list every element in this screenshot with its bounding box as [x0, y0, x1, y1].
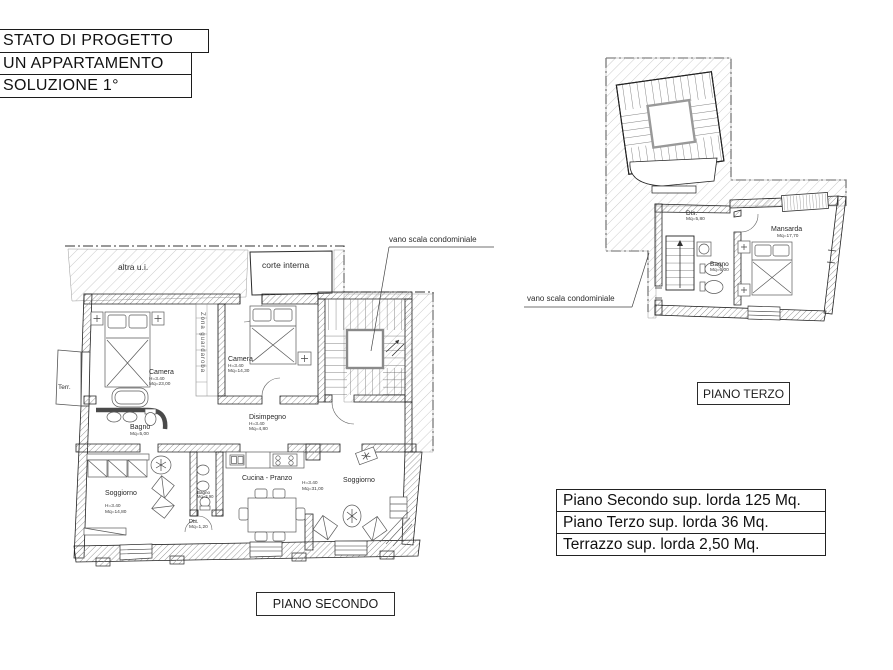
- title-line-1: STATO DI PROGETTO: [0, 29, 209, 53]
- caption-piano-terzo: PIANO TERZO: [697, 382, 790, 405]
- summary-row-terrazzo: Terrazzo sup. lorda 2,50 Mq.: [557, 533, 825, 555]
- room-label-cucina-data: H=3.40 Mq=31,00: [302, 481, 324, 492]
- room-label-soggiorno-left-data: H=3.40 Mq=14,80: [105, 504, 127, 515]
- title-line-3: SOLUZIONE 1°: [0, 74, 192, 98]
- mansarda-bed: [738, 241, 792, 296]
- kitchen-furniture: [226, 452, 305, 541]
- room-label-bagno-terzo: Bagno Mq=6,00: [710, 261, 729, 274]
- room-label-disimpegno: Disimpegno H=3.40 Mq=4,80: [249, 414, 286, 433]
- room-label-soggiorno-left: Soggiorno: [105, 490, 137, 497]
- room-label-cucina: Cucina - Pranzo: [242, 475, 293, 482]
- caption-piano-secondo: PIANO SECONDO: [256, 592, 395, 616]
- room-label-bagno-2: Bagno Mq=3,90: [197, 490, 214, 500]
- soggiorno-right-furniture: [313, 447, 412, 546]
- room-label-camera-1: Camera H=3.40 Mq=23,00: [149, 369, 174, 388]
- title-block: [0, 29, 209, 98]
- piano-secondo-plan: [56, 246, 494, 566]
- label-zona-guardaroba: Zona guardaroba: [199, 312, 205, 374]
- bagno1-fixtures: [107, 388, 156, 426]
- label-corte-interna: corte interna: [262, 260, 310, 270]
- terrazzo-balcony: [781, 192, 828, 211]
- bagno2-fixtures: [197, 465, 210, 510]
- room-label-bagno-1: Bagno Mq=5,00: [130, 424, 151, 437]
- room-label-mansarda: Mansarda Mq=17,70: [771, 226, 803, 239]
- label-vano-scala-terzo: vano scala condominiale: [527, 294, 615, 303]
- room-label-dis-terzo: Dis. Mq=5,80: [686, 210, 705, 223]
- room-label-dis-piccolo: Dis. Mq=1,20: [189, 519, 208, 531]
- label-altra-ui: altra u.i.: [118, 262, 149, 272]
- camera2-furniture: [250, 306, 311, 365]
- piano-terzo-plan: [524, 58, 846, 321]
- title-line-2: UN APPARTAMENTO: [0, 52, 192, 76]
- summary-table: [556, 489, 826, 556]
- room-label-camera-2: Camera H=3.40 Mq=14,30: [228, 356, 253, 375]
- label-terrazzino: Terr.: [58, 384, 71, 391]
- summary-row-piano-secondo: Piano Secondo sup. lorda 125 Mq.: [563, 491, 801, 509]
- summary-row-piano-terzo: Piano Terzo sup. lorda 36 Mq.: [557, 511, 825, 533]
- room-label-soggiorno-right: Soggiorno: [343, 477, 375, 484]
- label-vano-scala-secondo: vano scala condominiale: [389, 235, 477, 244]
